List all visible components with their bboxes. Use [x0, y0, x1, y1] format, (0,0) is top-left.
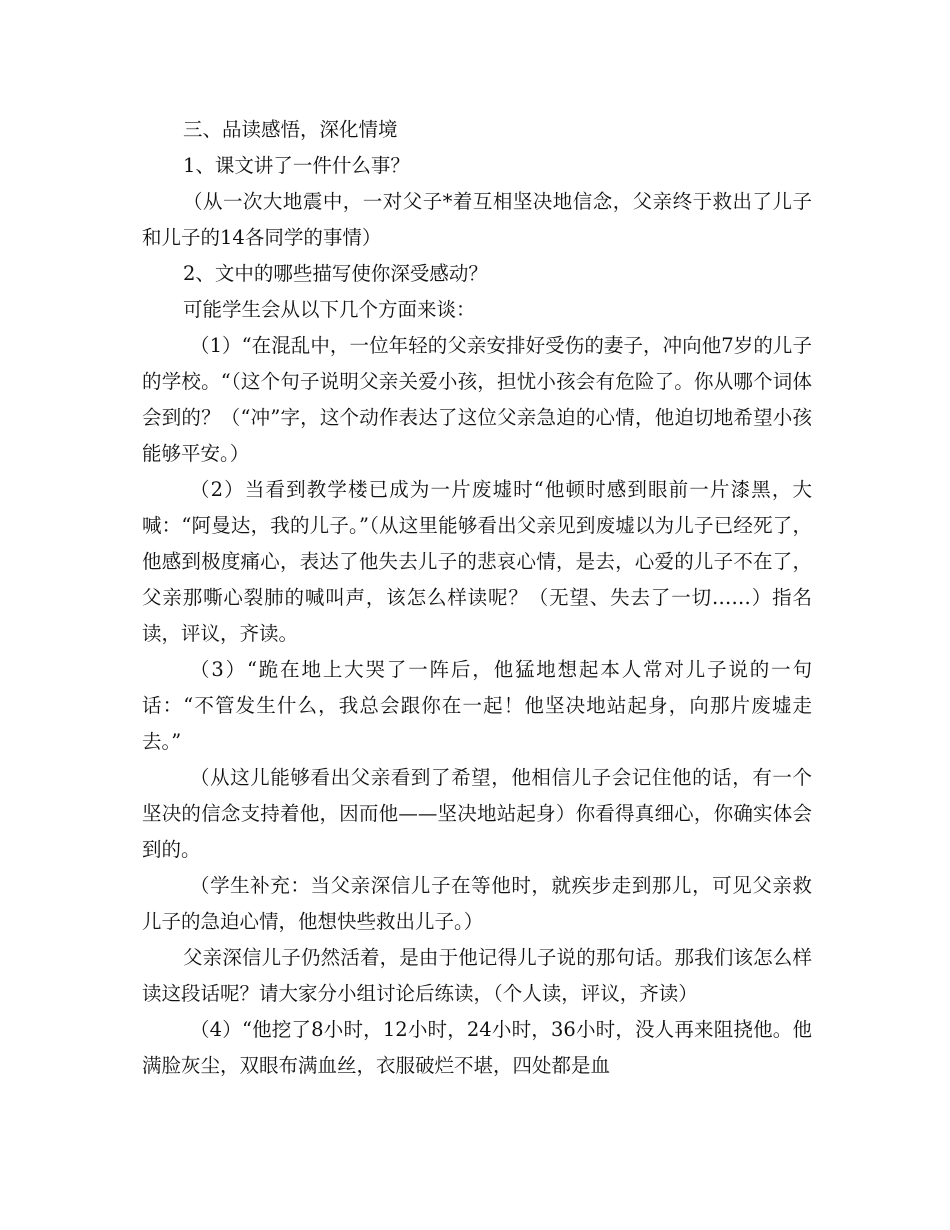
- reading-guidance: 父亲深信儿子仍然活着，是由于他记得儿子说的那句话。那我们该怎么样读这段话呢？请大家分小组讨论后练读，（个人读，评议，齐读）: [142, 946, 812, 1005]
- point-3: （3）“跪在地上大哭了一阵后，他猛地想起本人常对儿子说的一句话：“不管发生什么，我总会跟你在一起！他坚决地站起身，向那片废墟走去。”: [142, 658, 812, 753]
- intro-paragraph: 可能学生会从以下几个方面来谈：: [183, 298, 476, 321]
- document-body: [142, 112, 812, 1084]
- student-supplement: （学生补充：当父亲深信儿子在等他时，就疾步走到那儿，可见父亲救儿子的急迫心情，他想快些救出儿子。）: [142, 874, 812, 933]
- answer-1: （从一次大地震中，一对父子*着互相坚决地信念，父亲终于救出了儿子和儿子的14各同学的事情）: [142, 190, 812, 249]
- question-2: 2、文中的哪些描写使你深受感动？: [183, 262, 488, 285]
- point-2: （2）当看到教学楼已成为一片废墟时“他顿时感到眼前一片漆黑，大喊：“阿曼达，我的儿子。”（从这里能够看出父亲见到废墟以为儿子已经死了，他感到极度痛心，表达了他失去儿子的悲哀心情，是去，心爱的儿子不在了，父亲那嘶心裂肺的喊叫声，该怎么样读呢？（无望、失去了一切……）指名读，评议，齐读。: [142, 478, 812, 645]
- point-4: （4）“他挖了8小时，12小时，24小时，36小时，没人再来阻挠他。他满脸灰尘，双眼布满血丝，衣服破烂不堪，四处都是血: [142, 1018, 812, 1077]
- point-1: （1）“在混乱中，一位年轻的父亲安排好受伤的妻子，冲向他7岁的儿子的学校。“（这个句子说明父亲关爱小孩，担忧小孩会有危险了。你从哪个词体会到的？（“冲”字，这个动作表达了这位父亲急迫的心情，他迫切地希望小孩能够平安。）: [142, 334, 812, 465]
- question-1: 1、课文讲了一件什么事？: [183, 154, 410, 177]
- section-heading: 三、品读感悟，深化情境: [183, 118, 398, 141]
- point-3-analysis: （从这儿能够看出父亲看到了希望，他相信儿子会记住他的话，有一个坚决的信念支持着他，因而他——坚决地站起身）你看得真细心，你确实体会到的。: [142, 766, 812, 861]
